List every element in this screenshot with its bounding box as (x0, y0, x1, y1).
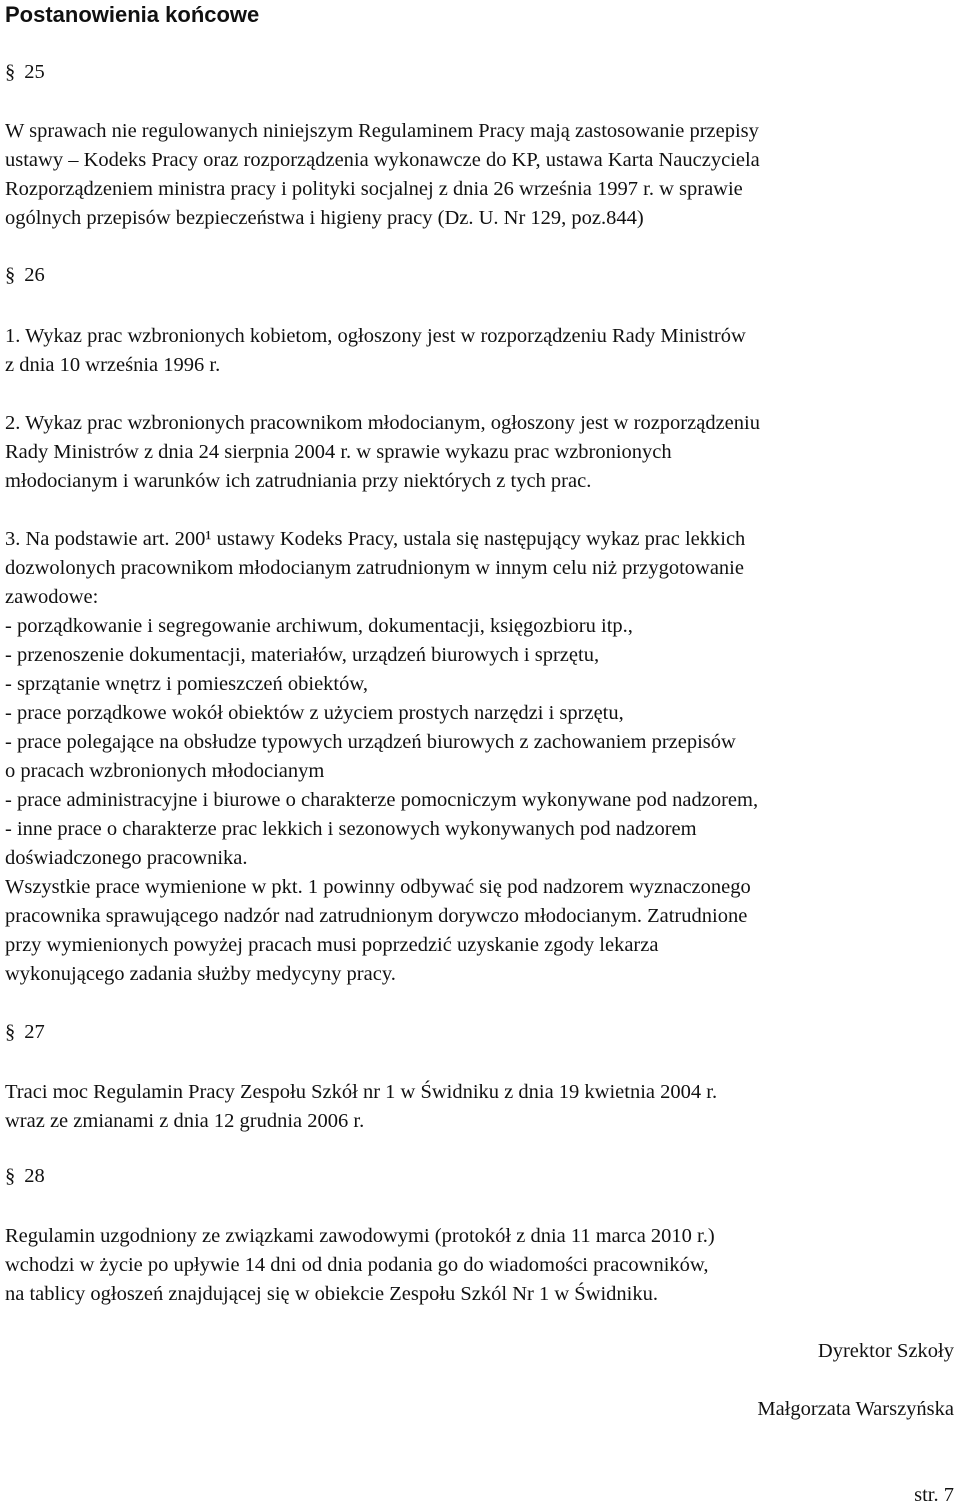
section-symbol: § (5, 1165, 16, 1187)
text-line: Wszystkie prace wymienione w pkt. 1 powinny odbywać się pod nadzorem wyznaczonego (5, 876, 751, 898)
section-number: 28 (24, 1165, 45, 1187)
section-28-text (5, 1222, 715, 1309)
list-item: - prace administracyjne i biurowe o charakterze pomocniczym wykonywane pod nadzorem, (5, 789, 759, 811)
text-line: ogólnych przepisów bezpieczeństwa i higieny pracy (Dz. U. Nr 129, poz.844) (5, 207, 644, 229)
section-25-text (5, 117, 760, 233)
list-item: - inne prace o charakterze prac lekkich i sezonowych wykonywanych pod nadzorem (5, 818, 697, 840)
text-line: Rady Ministrów z dnia 24 sierpnia 2004 r. w sprawie wykazu prac wzbronionych (5, 441, 672, 463)
text-line: Traci moc Regulamin Pracy Zespołu Szkół nr 1 w Świdniku z dnia 19 kwietnia 2004 r. (5, 1081, 718, 1103)
page-title: Postanowienia końcowe (5, 2, 260, 27)
text-line: na tablicy ogłoszeń znajdującej się w obiekcie Zespołu Szkól Nr 1 w Świdniku. (5, 1283, 658, 1305)
text-line: o pracach wzbronionych młodocianym (5, 760, 325, 782)
text-line: 2. Wykaz prac wzbronionych pracownikom młodocianym, ogłoszony jest w rozporządzeniu (5, 412, 760, 434)
signature-name: Małgorzata Warszyńska (757, 1398, 954, 1420)
text-line: W sprawach nie regulowanych niniejszym Regulaminem Pracy mają zastosowanie przepisy (5, 120, 759, 142)
section-27-text (5, 1078, 717, 1136)
text-line: dozwolonych pracownikom młodocianym zatrudnionym w innym celu niż przygotowanie (5, 557, 744, 579)
section-25-heading (5, 61, 45, 84)
text-line: przy wymienionych powyżej pracach musi poprzedzić uzyskanie zgody lekarza (5, 934, 659, 956)
list-item: - prace porządkowe wokół obiektów z użyciem prostych narzędzi i sprzętu, (5, 702, 624, 724)
section-symbol: § (5, 1021, 16, 1043)
section-symbol: § (5, 61, 16, 83)
text-line: wykonującego zadania służby medycyny pracy. (5, 963, 396, 985)
section-symbol: § (5, 264, 16, 286)
signature-role: Dyrektor Szkoły (817, 1340, 954, 1362)
text-line: ustawy – Kodeks Pracy oraz rozporządzenia wykonawcze do KP, ustawa Karta Nauczyciela (5, 149, 760, 171)
text-line: 3. Na podstawie art. 200¹ ustawy Kodeks Pracy, ustala się następujący wykaz prac lekkich (5, 528, 746, 550)
section-number: 26 (24, 264, 45, 286)
section-26-item-3 (5, 525, 758, 989)
text-line: doświadczonego pracownika. (5, 847, 248, 869)
section-number: 27 (24, 1021, 45, 1043)
text-line: młodocianym i warunków ich zatrudniania przy niektórych z tych prac. (5, 470, 592, 492)
text-line: Rozporządzeniem ministra pracy i polityki socjalnej z dnia 26 września 1997 r. w sprawie (5, 178, 743, 200)
text-line: wraz ze zmianami z dnia 12 grudnia 2006 r. (5, 1110, 365, 1132)
list-item: - prace polegające na obsłudze typowych urządzeń biurowych z zachowaniem przepisów (5, 731, 736, 753)
text-line: wchodzi w życie po upływie 14 dni od dnia podania go do wiadomości pracowników, (5, 1254, 709, 1276)
section-26-item-1 (5, 322, 746, 380)
text-line: z dnia 10 września 1996 r. (5, 354, 221, 376)
text-line: Regulamin uzgodniony ze związkami zawodowymi (protokół z dnia 11 marca 2010 r.) (5, 1225, 715, 1247)
section-28-heading (5, 1165, 45, 1188)
section-27-heading (5, 1021, 45, 1044)
list-item: - sprzątanie wnętrz i pomieszczeń obiektów, (5, 673, 368, 695)
list-item: - porządkowanie i segregowanie archiwum, dokumentacji, księgozbioru itp., (5, 615, 633, 637)
list-item: - przenoszenie dokumentacji, materiałów, urządzeń biurowych i sprzętu, (5, 644, 600, 666)
text-line: pracownika sprawującego nadzór nad zatrudnionym dorywczo młodocianym. Zatrudnione (5, 905, 748, 927)
section-26-heading (5, 264, 45, 287)
section-26-item-2 (5, 409, 760, 496)
page-number: str. 7 (914, 1484, 954, 1506)
text-line: 1. Wykaz prac wzbronionych kobietom, ogłoszony jest w rozporządzeniu Rady Ministrów (5, 325, 746, 347)
text-line: zawodowe: (5, 586, 99, 608)
section-number: 25 (24, 61, 45, 83)
